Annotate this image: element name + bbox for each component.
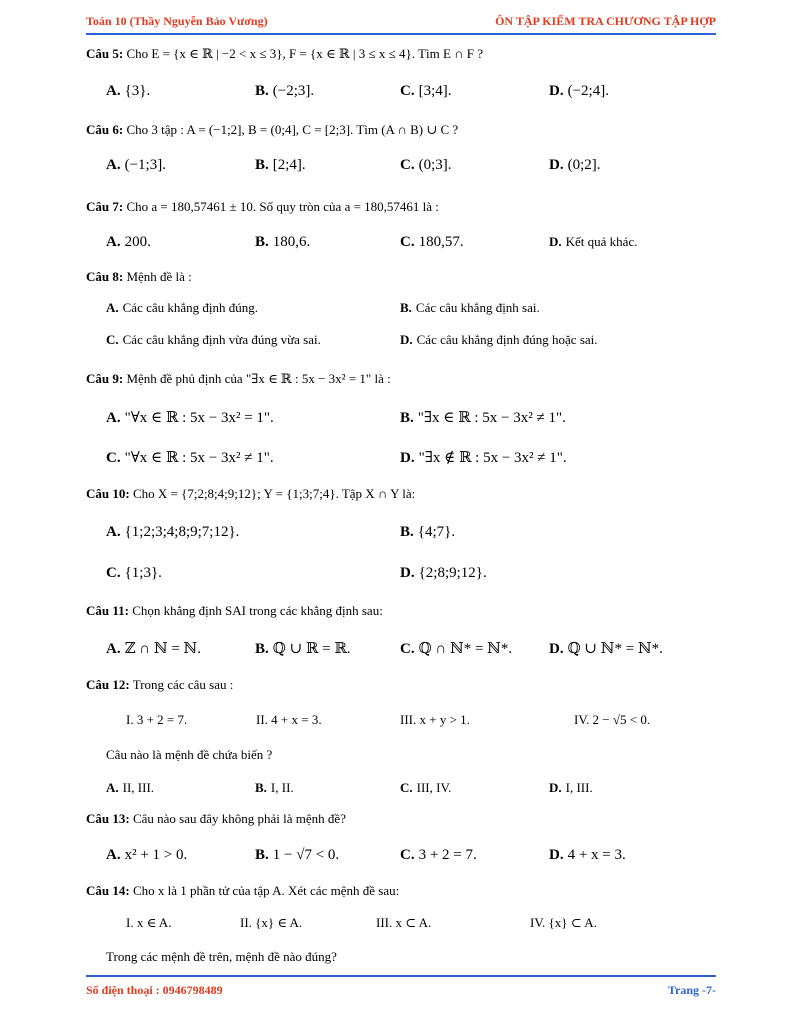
option-c[interactable]: C. 180,57. [400, 234, 464, 250]
question-13: Câu 13: Câu nào sau đây không phải là mệnh đề? [86, 811, 346, 826]
question-5-text: Cho E = {x ∈ ℝ | −2 < x ≤ 3}, F = {x ∈ ℝ | 3 ≤ x ≤ 4}. Tìm E ∩ F ? [126, 46, 484, 61]
option-c[interactable]: C. 3 + 2 = 7. [400, 847, 477, 863]
page-footer [86, 983, 716, 1003]
page-header [86, 12, 716, 32]
option-a[interactable]: A. {3}. [106, 83, 151, 99]
question-5-options [106, 83, 716, 105]
option-b[interactable]: B. [2;4]. [255, 157, 306, 173]
question-9: Câu 9: Mệnh đề phủ định của "∃x ∈ ℝ : 5x − 3x² = 1" là : [86, 371, 391, 386]
statement-3: III. x + y > 1. [400, 712, 470, 727]
option-a[interactable]: A. II, III. [106, 780, 155, 795]
question-13-text: Câu nào sau đây không phải là mệnh đề? [132, 811, 346, 826]
question-10-text: Cho X = {7;2;8;4;9;12}; Y = {1;3;7;4}. Tập X ∩ Y là: [132, 486, 416, 501]
question-8: Câu 8: Mệnh đề là : [86, 269, 192, 284]
statement-1: I. 3 + 2 = 7. [126, 712, 188, 727]
question-14: Câu 14: Cho x là 1 phần tử của tập A. Xét các mệnh đề sau: [86, 883, 400, 898]
option-b[interactable]: B. Các câu khẳng định sai. [400, 300, 540, 315]
option-c[interactable]: C. Các câu khẳng định vừa đúng vừa sai. [106, 332, 321, 347]
option-d[interactable]: D. I, III. [549, 780, 593, 795]
option-a[interactable]: A. (−1;3]. [106, 157, 166, 173]
statement-2: II. {x} ∈ A. [240, 915, 303, 930]
option-c[interactable]: C. [3;4]. [400, 83, 452, 99]
option-c[interactable]: C. (0;3]. [400, 157, 452, 173]
statement-1: I. x ∈ A. [126, 915, 172, 930]
question-12-statements [126, 712, 716, 734]
option-a[interactable]: A. {1;2;3;4;8;9;7;12}. [106, 524, 240, 540]
statement-3: III. x ⊂ A. [376, 915, 432, 930]
question-9-options-row1 [106, 408, 716, 430]
option-a[interactable]: A. x² + 1 > 0. [106, 847, 188, 863]
option-c[interactable]: C. "∀x ∈ ℝ : 5x − 3x² ≠ 1". [106, 450, 274, 466]
question-7-options [106, 234, 716, 256]
option-c[interactable]: C. ℚ ∩ ℕ* = ℕ*. [400, 641, 513, 657]
question-14-text: Cho x là 1 phần tử của tập A. Xét các mệnh đề sau: [132, 883, 400, 898]
question-10-options-row1 [106, 524, 716, 546]
option-d[interactable]: D. ℚ ∪ ℕ* = ℕ*. [549, 641, 663, 657]
question-8-text: Mệnh đề là : [126, 269, 192, 284]
option-d[interactable]: D. {2;8;9;12}. [400, 565, 487, 581]
question-12-options [106, 780, 716, 802]
option-b[interactable]: B. 180,6. [255, 234, 311, 250]
option-b[interactable]: B. (−2;3]. [255, 83, 315, 99]
question-6-options [106, 157, 716, 179]
question-10-options-row2 [106, 565, 716, 587]
question-6-text: Cho 3 tập : A = (−1;2], B = (0;4], C = [2;3]. Tìm (A ∩ B) ∪ C ? [126, 122, 459, 137]
option-b[interactable]: B. "∃x ∈ ℝ : 5x − 3x² ≠ 1". [400, 410, 566, 426]
option-b[interactable]: B. {4;7}. [400, 524, 456, 540]
question-9-text: Mệnh đề phủ định của "∃x ∈ ℝ : 5x − 3x² = 1" là : [126, 371, 391, 386]
question-8-options-row2 [106, 332, 716, 354]
option-c[interactable]: C. {1;3}. [106, 565, 162, 581]
option-a[interactable]: A. Các câu khẳng định đúng. [106, 300, 259, 315]
option-d[interactable]: D. (−2;4]. [549, 83, 609, 99]
option-d[interactable]: D. (0;2]. [549, 157, 601, 173]
statement-4: IV. {x} ⊂ A. [530, 915, 597, 930]
question-11-text: Chọn khẳng định SAI trong các khẳng định sau: [132, 603, 383, 618]
header-rule [86, 33, 716, 35]
question-12: Câu 12: Trong các câu sau : [86, 677, 234, 692]
option-b[interactable]: B. 1 − √7 < 0. [255, 847, 340, 863]
option-a[interactable]: A. "∀x ∈ ℝ : 5x − 3x² = 1". [106, 410, 274, 426]
header-left: Toán 10 (Thầy Nguyễn Bảo Vương) [86, 14, 268, 28]
question-7-text: Cho a = 180,57461 ± 10. Số quy tròn của a = 180,57461 là : [126, 199, 439, 214]
question-10: Câu 10: Cho X = {7;2;8;4;9;12}; Y = {1;3;7;4}. Tập X ∩ Y là: [86, 486, 416, 501]
question-14-subtext: Trong các mệnh đề trên, mệnh đề nào đúng? [106, 949, 337, 964]
option-d[interactable]: D. Các câu khẳng định đúng hoặc sai. [400, 332, 598, 347]
question-11-options [106, 639, 716, 661]
question-5: Câu 5: Cho E = {x ∈ ℝ | −2 < x ≤ 3}, F = {x ∈ ℝ | 3 ≤ x ≤ 4}. Tìm E ∩ F ? [86, 46, 484, 61]
footer-phone: Số điện thoại : 0946798489 [86, 983, 223, 997]
footer-rule [86, 975, 716, 977]
question-12-subtext: Câu nào là mệnh đề chứa biến ? [106, 747, 273, 762]
question-9-options-row2 [106, 448, 716, 470]
statement-2: II. 4 + x = 3. [256, 712, 322, 727]
option-b[interactable]: B. ℚ ∪ ℝ = ℝ. [255, 641, 351, 657]
option-a[interactable]: A. ℤ ∩ ℕ = ℕ. [106, 641, 202, 657]
question-12-text: Trong các câu sau : [132, 677, 234, 692]
question-6: Câu 6: Cho 3 tập : A = (−1;2], B = (0;4], C = [2;3]. Tìm (A ∩ B) ∪ C ? [86, 122, 459, 137]
option-d[interactable]: D. "∃x ∉ ℝ : 5x − 3x² ≠ 1". [400, 450, 567, 466]
question-11: Câu 11: Chọn khẳng định SAI trong các khẳng định sau: [86, 603, 383, 618]
option-d[interactable]: D. 4 + x = 3. [549, 847, 626, 863]
option-a[interactable]: A. 200. [106, 234, 151, 250]
option-b[interactable]: B. I, II. [255, 780, 294, 795]
question-8-options-row1 [106, 300, 716, 322]
question-13-options [106, 847, 716, 869]
statement-4: IV. 2 − √5 < 0. [574, 712, 651, 727]
question-14-statements [126, 915, 716, 937]
question-7: Câu 7: Cho a = 180,57461 ± 10. Số quy tròn của a = 180,57461 là : [86, 199, 439, 214]
option-c[interactable]: C. III, IV. [400, 780, 452, 795]
header-right: ÔN TẬP KIỂM TRA CHƯƠNG TẬP HỢP [495, 14, 716, 28]
footer-page-number: Trang -7- [667, 983, 716, 997]
option-d[interactable]: D. Kết quả khác. [549, 234, 638, 249]
